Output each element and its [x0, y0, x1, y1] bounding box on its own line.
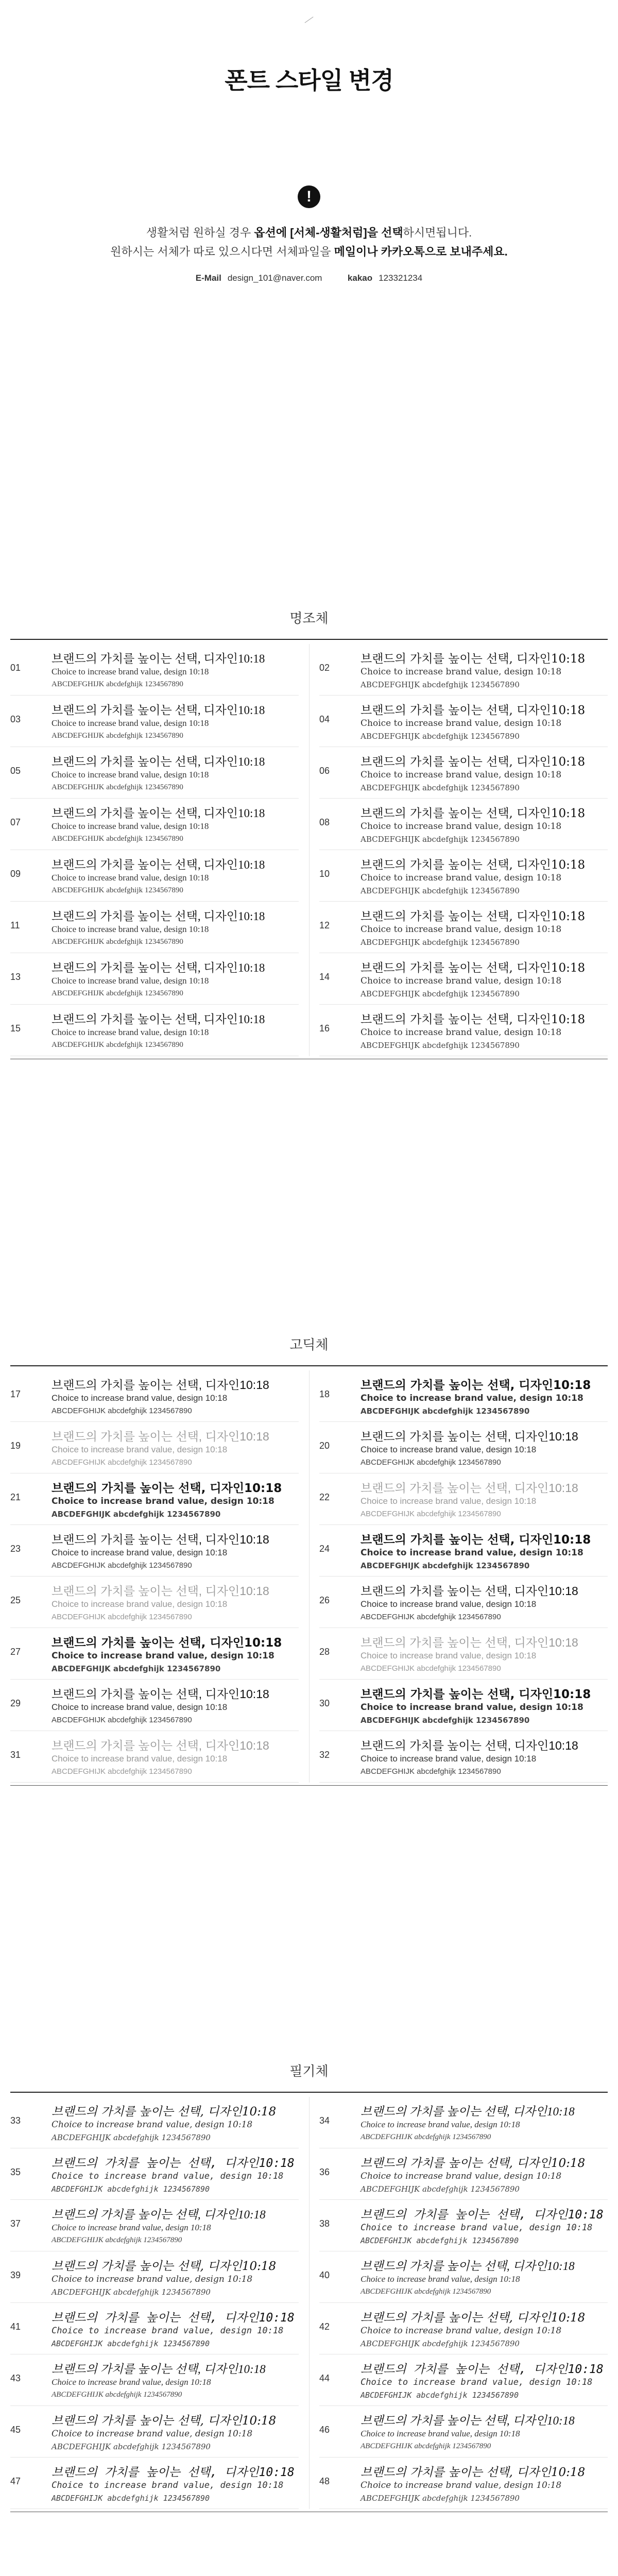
sample-korean-text: 브랜드의 가치를 높이는 선택, 디자인10:18 — [360, 1739, 578, 1752]
font-sample[interactable] — [10, 1577, 299, 1628]
font-sample[interactable] — [319, 1731, 608, 1783]
sample-english-text: Choice to increase brand value, design 10:18 — [52, 770, 209, 779]
sample-alphabet-text: ABCDEFGHIJK abcdefghijk 1234567890 — [360, 1613, 501, 1621]
sample-english-text: Choice to increase brand value, design 10:18 — [360, 1027, 562, 1038]
sample-english-text: Choice to increase brand value, design 10:18 — [360, 1393, 583, 1403]
sample-english-text: Choice to increase brand value, design 10:18 — [360, 976, 562, 986]
font-number: 02 — [319, 663, 330, 673]
font-number: 46 — [319, 2425, 330, 2435]
sample-korean-text: 브랜드의 가치를 높이는 선택, 디자인10:18 — [360, 807, 586, 820]
font-number: 10 — [319, 869, 330, 879]
notice-line-1-a: 생활처럼 원하실 경우 — [146, 226, 254, 239]
exclamation-icon: ! — [298, 185, 320, 208]
sample-english-text: Choice to increase brand value, design 10:18 — [52, 1393, 228, 1403]
sample-korean-text: 브랜드의 가치를 높이는 선택, 디자인10:18 — [52, 961, 265, 974]
sample-english-text: Choice to increase brand value, design 10:18 — [360, 1548, 583, 1558]
sample-korean-text: 브랜드의 가치를 높이는 선택, 디자인10:18 — [52, 2105, 277, 2119]
sample-english-text: Choice to increase brand value, design 10:18 — [360, 821, 562, 832]
font-number: 17 — [10, 1389, 21, 1399]
sample-english-text: Choice to increase brand value, design 10:18 — [52, 2171, 284, 2181]
sample-english-text: Choice to increase brand value, design 10:18 — [52, 1754, 228, 1764]
category-section — [0, 1334, 618, 1803]
font-sample[interactable] — [10, 2251, 299, 2303]
sample-alphabet-text: ABCDEFGHIJK abcdefghijk 1234567890 — [52, 1458, 192, 1467]
sample-alphabet-text: ABCDEFGHIJK abcdefghijk 1234567890 — [360, 1458, 501, 1467]
sample-alphabet-text: ABCDEFGHIJK abcdefghijk 1234567890 — [360, 835, 520, 844]
sample-korean-text: 브랜드의 가치를 높이는 선택, 디자인10:18 — [360, 1636, 578, 1649]
sample-english-text: Choice to increase brand value, design 10:18 — [360, 2274, 520, 2284]
sample-alphabet-text: ABCDEFGHIJK abcdefghijk 1234567890 — [360, 1716, 530, 1725]
sample-alphabet-text: ABCDEFGHIJK abcdefghijk 1234567890 — [360, 1561, 530, 1570]
font-sample[interactable] — [319, 902, 608, 953]
font-number: 09 — [10, 869, 21, 879]
font-sample[interactable] — [10, 1525, 299, 1577]
font-number: 13 — [10, 972, 21, 982]
sample-alphabet-text: ABCDEFGHIJK abcdefghijk 1234567890 — [360, 2494, 520, 2503]
sample-english-text: Choice to increase brand value, design 10:18 — [52, 1445, 228, 1454]
font-sample[interactable] — [10, 1370, 299, 1422]
font-number: 33 — [10, 2115, 21, 2126]
sample-english-text: Choice to increase brand value, design 10:18 — [52, 873, 209, 883]
sample-alphabet-text: ABCDEFGHIJK abcdefghijk 1234567890 — [52, 2184, 210, 2194]
font-number: 11 — [10, 920, 20, 930]
sample-korean-text: 브랜드의 가치를 높이는 선택, 디자인10:18 — [52, 1533, 269, 1546]
sample-korean-text: 브랜드의 가치를 높이는 선택, 디자인10:18 — [52, 2363, 266, 2376]
font-number: 34 — [319, 2115, 330, 2126]
sample-english-text: Choice to increase brand value, design 10:18 — [360, 2429, 520, 2438]
sample-alphabet-text: ABCDEFGHIJK abcdefghijk 1234567890 — [360, 680, 520, 689]
font-number: 27 — [10, 1647, 21, 1657]
category-section — [0, 2061, 618, 2530]
notice-line-1 — [0, 224, 618, 240]
font-sample[interactable] — [319, 1005, 608, 1056]
font-sample[interactable] — [319, 1525, 608, 1577]
sample-english-text: Choice to increase brand value, design 10:18 — [52, 821, 209, 831]
sample-alphabet-text: ABCDEFGHIJK abcdefghijk 1234567890 — [52, 1613, 192, 1621]
font-number: 18 — [319, 1389, 330, 1399]
font-number: 01 — [10, 663, 21, 673]
sample-korean-text: 브랜드의 가치를 높이는 선택, 디자인10:18 — [360, 910, 586, 923]
font-sample[interactable] — [10, 747, 299, 799]
sample-english-text: Choice to increase brand value, design 10:18 — [360, 2223, 593, 2233]
sample-english-text: Choice to increase brand value, design 10:18 — [360, 2377, 593, 2387]
sample-alphabet-text: ABCDEFGHIJK abcdefghijk 1234567890 — [52, 1664, 221, 1673]
sample-english-text: Choice to increase brand value, design 10:18 — [52, 1496, 274, 1506]
sample-korean-text: 브랜드의 가치를 높이는 선택, 디자인10:18 — [360, 2466, 586, 2479]
sample-korean-text: 브랜드의 가치를 높이는 선택, 디자인10:18 — [360, 652, 586, 666]
sample-alphabet-text: ABCDEFGHIJK abcdefghijk 1234567890 — [360, 783, 520, 792]
font-number: 44 — [319, 2373, 330, 2383]
font-number: 42 — [319, 2321, 330, 2332]
sample-alphabet-text: ABCDEFGHIJK abcdefghijk 1234567890 — [52, 989, 183, 997]
sample-english-text: Choice to increase brand value, design 10:18 — [52, 1651, 274, 1661]
font-sample[interactable] — [10, 2458, 299, 2509]
font-sample[interactable] — [319, 1680, 608, 1731]
sample-korean-text: 브랜드의 가치를 높이는 선택, 디자인10:18 — [52, 755, 265, 768]
sample-alphabet-text: ABCDEFGHIJK abcdefghijk 1234567890 — [360, 2391, 519, 2400]
font-number: 04 — [319, 714, 330, 724]
font-sample[interactable] — [10, 1005, 299, 1056]
notice-line-1-c: 하시면됩니다. — [403, 226, 472, 239]
sample-alphabet-text: ABCDEFGHIJK abcdefghijk 1234567890 — [360, 1406, 530, 1416]
font-sample[interactable] — [319, 953, 608, 1005]
sample-english-text: Choice to increase brand value, design 10:18 — [360, 2171, 562, 2181]
font-sample[interactable] — [10, 2354, 299, 2406]
category-top-rule — [10, 1365, 608, 1366]
sample-english-text: Choice to increase brand value, design 10:18 — [360, 1445, 537, 1454]
font-number: 29 — [10, 1698, 21, 1708]
font-sample[interactable] — [10, 2303, 299, 2354]
sample-korean-text: 브랜드의 가치를 높이는 선택, 디자인10:18 — [360, 755, 586, 769]
sample-korean-text: 브랜드의 가치를 높이는 선택, 디자인10:18 — [360, 1688, 591, 1701]
email-label: E-Mail — [195, 273, 221, 283]
font-sample[interactable] — [10, 1680, 299, 1731]
sample-korean-text: 브랜드의 가치를 높이는 선택, 디자인10:18 — [360, 2105, 575, 2118]
sample-alphabet-text: ABCDEFGHIJK abcdefghijk 1234567890 — [52, 2236, 182, 2244]
sample-divider — [319, 1782, 608, 1783]
font-number: 21 — [10, 1492, 21, 1502]
sample-korean-text: 브랜드의 가치를 높이는 선택, 디자인10:18 — [52, 2311, 295, 2325]
font-number: 40 — [319, 2270, 330, 2280]
sample-korean-text: 브랜드의 가치를 높이는 선택, 디자인10:18 — [360, 2157, 586, 2170]
font-sample[interactable] — [10, 2406, 299, 2458]
font-number: 19 — [10, 1440, 21, 1451]
column-divider — [309, 644, 310, 1056]
sample-alphabet-text: ABCDEFGHIJK abcdefghijk 1234567890 — [52, 732, 183, 740]
font-sample[interactable] — [10, 644, 299, 696]
sample-english-text: Choice to increase brand value, design 10:18 — [360, 2120, 520, 2129]
font-sample[interactable] — [10, 2148, 299, 2200]
font-sample[interactable] — [10, 2097, 299, 2148]
font-sample[interactable] — [319, 1473, 608, 1525]
sample-alphabet-text: ABCDEFGHIJK abcdefghijk 1234567890 — [52, 886, 183, 894]
sample-alphabet-text: ABCDEFGHIJK abcdefghijk 1234567890 — [360, 989, 520, 998]
sample-korean-text: 브랜드의 가치를 높이는 선택, 디자인10:18 — [360, 2414, 575, 2427]
sample-korean-text: 브랜드의 가치를 높이는 선택, 디자인10:18 — [52, 2157, 295, 2170]
sample-korean-text: 브랜드의 가치를 높이는 선택, 디자인10:18 — [52, 807, 265, 820]
font-sample[interactable] — [10, 1473, 299, 1525]
sample-english-text: Choice to increase brand value, design 10:18 — [52, 667, 209, 676]
font-sample[interactable] — [319, 2406, 608, 2458]
font-number: 35 — [10, 2167, 21, 2177]
sample-english-text: Choice to increase brand value, design 10:18 — [52, 2223, 211, 2232]
font-sample[interactable] — [319, 1628, 608, 1680]
notice-line-2-b: 메일이나 카카오톡으로 보내주세요. — [334, 245, 508, 258]
font-number: 20 — [319, 1440, 330, 1451]
sample-english-text: Choice to increase brand value, design 10:18 — [52, 2377, 211, 2387]
font-number: 24 — [319, 1544, 330, 1554]
font-number: 03 — [10, 714, 21, 724]
sample-alphabet-text: ABCDEFGHIJK abcdefghijk 1234567890 — [360, 2133, 491, 2141]
sample-alphabet-text: ABCDEFGHIJK abcdefghijk 1234567890 — [360, 2184, 520, 2194]
font-number: 15 — [10, 1023, 21, 1033]
sample-alphabet-text: ABCDEFGHIJK abcdefghijk 1234567890 — [52, 1561, 192, 1570]
font-number: 38 — [319, 2218, 330, 2229]
font-sample[interactable] — [10, 696, 299, 747]
font-sample[interactable] — [10, 799, 299, 850]
font-number: 37 — [10, 2218, 21, 2229]
font-number: 41 — [10, 2321, 21, 2332]
font-sample[interactable] — [319, 2251, 608, 2303]
sample-korean-text: 브랜드의 가치를 높이는 선택, 디자인10:18 — [360, 1430, 578, 1443]
font-number: 12 — [319, 920, 330, 930]
sample-korean-text: 브랜드의 가치를 높이는 선택, 디자인10:18 — [52, 652, 265, 665]
category-title: 고딕체 — [289, 1337, 329, 1352]
title-section — [0, 0, 618, 118]
sample-korean-text: 브랜드의 가치를 높이는 선택, 디자인10:18 — [360, 2363, 604, 2376]
sample-korean-text: 브랜드의 가치를 높이는 선택, 디자인10:18 — [360, 704, 586, 717]
sample-english-text: Choice to increase brand value, design 10:18 — [52, 1027, 209, 1037]
font-number: 08 — [319, 817, 330, 827]
font-sample[interactable] — [10, 1628, 299, 1680]
category-top-rule — [10, 639, 608, 640]
sample-english-text: Choice to increase brand value, design 10:18 — [360, 1599, 537, 1609]
font-sample[interactable] — [319, 2458, 608, 2509]
sample-alphabet-text: ABCDEFGHIJK abcdefghijk 1234567890 — [360, 1510, 501, 1518]
font-number: 22 — [319, 1492, 330, 1502]
sample-english-text: Choice to increase brand value, design 10:18 — [360, 2480, 562, 2490]
font-number: 16 — [319, 1023, 330, 1033]
category-bottom-rule — [10, 1785, 608, 1786]
sample-alphabet-text: ABCDEFGHIJK abcdefghijk 1234567890 — [360, 938, 520, 947]
sample-korean-text: 브랜드의 가치를 높이는 선택, 디자인10:18 — [360, 1481, 578, 1495]
sample-alphabet-text: ABCDEFGHIJK abcdefghijk 1234567890 — [52, 1716, 192, 1724]
sample-english-text: Choice to increase brand value, design 10:18 — [52, 2120, 253, 2130]
font-number: 30 — [319, 1698, 330, 1708]
sample-english-text: Choice to increase brand value, design 10:18 — [360, 873, 562, 883]
font-sample[interactable] — [10, 2200, 299, 2251]
category-title: 필기체 — [289, 2063, 329, 2079]
sample-korean-text: 브랜드의 가치를 높이는 선택, 디자인10:18 — [360, 1533, 591, 1547]
contact-info — [0, 273, 618, 283]
sample-alphabet-text: ABCDEFGHIJK abcdefghijk 1234567890 — [52, 783, 183, 791]
sample-english-text: Choice to increase brand value, design 10:18 — [52, 718, 209, 728]
font-number: 31 — [10, 1750, 21, 1760]
font-number: 06 — [319, 766, 330, 776]
font-sample[interactable] — [319, 2148, 608, 2200]
sample-english-text: Choice to increase brand value, design 10:18 — [360, 667, 562, 677]
font-sample[interactable] — [10, 953, 299, 1005]
font-number: 47 — [10, 2476, 21, 2486]
sample-alphabet-text: ABCDEFGHIJK abcdefghijk 1234567890 — [360, 2442, 491, 2450]
notice-section — [0, 185, 618, 314]
sample-alphabet-text: ABCDEFGHIJK abcdefghijk 1234567890 — [360, 732, 520, 741]
sample-alphabet-text: ABCDEFGHIJK abcdefghijk 1234567890 — [360, 1767, 501, 1776]
font-number: 32 — [319, 1750, 330, 1760]
sample-alphabet-text: ABCDEFGHIJK abcdefghijk 1234567890 — [52, 938, 183, 946]
font-sample[interactable] — [10, 902, 299, 953]
sample-korean-text: 브랜드의 가치를 높이는 선택, 디자인10:18 — [52, 1636, 282, 1650]
sample-alphabet-text: ABCDEFGHIJK abcdefghijk 1234567890 — [360, 2236, 519, 2245]
sample-korean-text: 브랜드의 가치를 높이는 선택, 디자인10:18 — [52, 2208, 266, 2221]
notice-line-1-b: 옵션에 [서체-생활처럼]을 선택 — [254, 226, 403, 239]
sample-alphabet-text: ABCDEFGHIJK abcdefghijk 1234567890 — [360, 1664, 501, 1673]
sample-korean-text: 브랜드의 가치를 높이는 선택, 디자인10:18 — [52, 1430, 269, 1443]
font-number: 05 — [10, 766, 21, 776]
sample-english-text: Choice to increase brand value, design 10:18 — [360, 770, 562, 780]
font-number: 28 — [319, 1647, 330, 1657]
font-number: 48 — [319, 2476, 330, 2486]
sample-english-text: Choice to increase brand value, design 10:18 — [52, 1599, 228, 1609]
sample-korean-text: 브랜드의 가치를 높이는 선택, 디자인10:18 — [52, 2414, 277, 2428]
sample-alphabet-text: ABCDEFGHIJK abcdefghijk 1234567890 — [360, 2287, 491, 2296]
sample-english-text: Choice to increase brand value, design 10:18 — [360, 1754, 537, 1764]
sample-alphabet-text: ABCDEFGHIJK abcdefghijk 1234567890 — [52, 1041, 183, 1049]
sample-english-text: Choice to increase brand value, design 10:18 — [52, 2326, 284, 2336]
sample-korean-text: 브랜드의 가치를 높이는 선택, 디자인10:18 — [52, 910, 265, 923]
sample-english-text: Choice to increase brand value, design 10:18 — [360, 924, 562, 935]
sample-alphabet-text: ABCDEFGHIJK abcdefghijk 1234567890 — [360, 1041, 520, 1050]
font-number: 36 — [319, 2167, 330, 2177]
sample-korean-text: 브랜드의 가치를 높이는 선택, 디자인10:18 — [52, 858, 265, 871]
sample-alphabet-text: ABCDEFGHIJK abcdefghijk 1234567890 — [52, 2494, 210, 2503]
font-number: 07 — [10, 817, 21, 827]
font-number: 26 — [319, 1595, 330, 1605]
page-title: 폰트 스타일 변경 — [225, 67, 393, 94]
sample-divider — [10, 1782, 299, 1783]
notice-line-2 — [0, 243, 618, 259]
sample-korean-text: 브랜드의 가치를 높이는 선택, 디자인10:18 — [52, 1378, 269, 1392]
sample-korean-text: 브랜드의 가치를 높이는 선택, 디자인10:18 — [360, 2208, 604, 2222]
sample-alphabet-text: ABCDEFGHIJK abcdefghijk 1234567890 — [52, 2133, 211, 2142]
sample-korean-text: 브랜드의 가치를 높이는 선택, 디자인10:18 — [360, 858, 586, 872]
sample-english-text: Choice to increase brand value, design 10:18 — [52, 1548, 228, 1557]
sample-korean-text: 브랜드의 가치를 높이는 선택, 디자인10:18 — [52, 2260, 277, 2273]
sample-alphabet-text: ABCDEFGHIJK abcdefghijk 1234567890 — [52, 835, 183, 843]
column-divider — [309, 1370, 310, 1783]
sample-korean-text: 브랜드의 가치를 높이는 선택, 디자인10:18 — [360, 2311, 586, 2325]
sample-english-text: Choice to increase brand value, design 10:18 — [360, 1702, 583, 1713]
sample-korean-text: 브랜드의 가치를 높이는 선택, 디자인10:18 — [52, 704, 265, 717]
font-sample[interactable] — [319, 1577, 608, 1628]
sample-english-text: Choice to increase brand value, design 10:18 — [52, 2429, 253, 2439]
sample-korean-text: 브랜드의 가치를 높이는 선택, 디자인10:18 — [360, 1013, 586, 1026]
category-top-rule — [10, 2092, 608, 2093]
sample-korean-text: 브랜드의 가치를 높이는 선택, 디자인10:18 — [360, 961, 586, 975]
font-sample[interactable] — [319, 2303, 608, 2354]
sample-alphabet-text: ABCDEFGHIJK abcdefghijk 1234567890 — [52, 1510, 221, 1519]
sample-english-text: Choice to increase brand value, design 10:18 — [360, 718, 562, 728]
sample-alphabet-text: ABCDEFGHIJK abcdefghijk 1234567890 — [52, 2287, 211, 2297]
sample-english-text: Choice to increase brand value, design 10:18 — [52, 924, 209, 934]
sample-alphabet-text: ABCDEFGHIJK abcdefghijk 1234567890 — [52, 1767, 192, 1776]
font-sample[interactable] — [319, 799, 608, 850]
sample-english-text: Choice to increase brand value, design 10:18 — [52, 976, 209, 986]
sample-alphabet-text: ABCDEFGHIJK abcdefghijk 1234567890 — [52, 680, 183, 688]
font-number: 39 — [10, 2270, 21, 2280]
sample-alphabet-text: ABCDEFGHIJK abcdefghijk 1234567890 — [360, 2339, 520, 2348]
sample-alphabet-text: ABCDEFGHIJK abcdefghijk 1234567890 — [52, 2339, 210, 2348]
sample-korean-text: 브랜드의 가치를 높이는 선택, 디자인10:18 — [52, 1687, 269, 1701]
font-sample[interactable] — [319, 2200, 608, 2251]
font-sample[interactable] — [319, 1370, 608, 1422]
sample-alphabet-text: ABCDEFGHIJK abcdefghijk 1234567890 — [52, 2391, 182, 2399]
font-sample[interactable] — [319, 696, 608, 747]
kakao-value: 123321234 — [379, 273, 423, 283]
font-sample[interactable] — [319, 2354, 608, 2406]
sample-korean-text: 브랜드의 가치를 높이는 선택, 디자인10:18 — [52, 1584, 269, 1598]
sample-korean-text: 브랜드의 가치를 높이는 선택, 디자인10:18 — [52, 1482, 282, 1495]
font-sample[interactable] — [10, 1731, 299, 1783]
font-sample[interactable] — [10, 850, 299, 902]
title-ornament — [299, 0, 319, 37]
sample-korean-text: 브랜드의 가치를 높이는 선택, 디자인10:18 — [360, 1379, 591, 1392]
font-sample[interactable] — [319, 850, 608, 902]
font-sample[interactable] — [319, 2097, 608, 2148]
email-value: design_101@naver.com — [227, 273, 322, 283]
sample-alphabet-text: ABCDEFGHIJK abcdefghijk 1234567890 — [52, 2442, 211, 2451]
font-number: 23 — [10, 1544, 21, 1554]
kakao-label: kakao — [347, 273, 373, 283]
sample-korean-text: 브랜드의 가치를 높이는 선택, 디자인10:18 — [360, 1584, 578, 1598]
font-sample[interactable] — [319, 644, 608, 696]
sample-alphabet-text: ABCDEFGHIJK abcdefghijk 1234567890 — [52, 1406, 192, 1415]
font-number: 25 — [10, 1595, 21, 1605]
sample-english-text: Choice to increase brand value, design 10:18 — [52, 1702, 228, 1712]
sample-korean-text: 브랜드의 가치를 높이는 선택, 디자인10:18 — [360, 2260, 575, 2273]
category-title: 명조체 — [289, 611, 329, 626]
font-sample[interactable] — [10, 1422, 299, 1473]
category-section — [0, 608, 618, 1077]
sample-alphabet-text: ABCDEFGHIJK abcdefghijk 1234567890 — [360, 886, 520, 895]
column-divider — [309, 2097, 310, 2509]
sample-korean-text: 브랜드의 가치를 높이는 선택, 디자인10:18 — [52, 1739, 269, 1752]
sample-english-text: Choice to increase brand value, design 10:18 — [52, 2274, 253, 2284]
sample-korean-text: 브랜드의 가치를 높이는 선택, 디자인10:18 — [52, 2466, 295, 2479]
font-number: 14 — [319, 972, 330, 982]
notice-line-2-a: 원하시는 서체가 따로 있으시다면 서체파일을 — [110, 245, 334, 258]
font-sample[interactable] — [319, 747, 608, 799]
font-sample[interactable] — [319, 1422, 608, 1473]
font-number: 43 — [10, 2373, 21, 2383]
sample-english-text: Choice to increase brand value, design 10:18 — [52, 2480, 284, 2490]
font-number: 45 — [10, 2425, 21, 2435]
sample-korean-text: 브랜드의 가치를 높이는 선택, 디자인10:18 — [52, 1013, 265, 1026]
sample-english-text: Choice to increase brand value, design 10:18 — [360, 1496, 537, 1506]
sample-english-text: Choice to increase brand value, design 10:18 — [360, 2326, 562, 2336]
sample-english-text: Choice to increase brand value, design 10:18 — [360, 1651, 537, 1660]
